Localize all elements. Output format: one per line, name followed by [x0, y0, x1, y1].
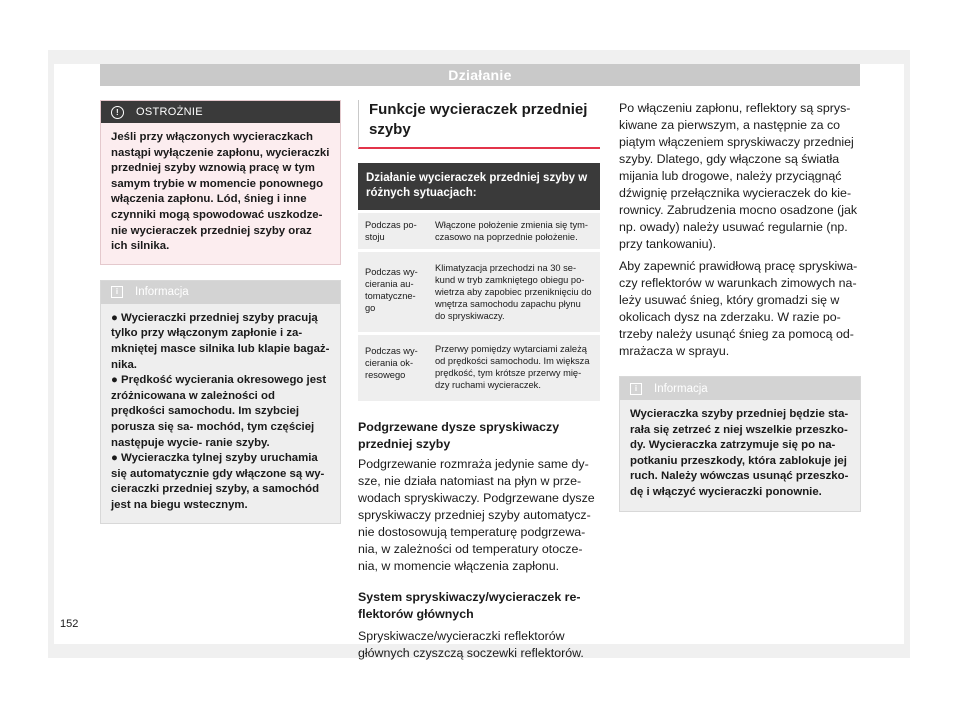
wiper-table	[358, 163, 600, 401]
info-header	[620, 377, 860, 400]
info-square-icon: i	[111, 286, 123, 298]
page-number: 152	[60, 618, 79, 630]
warning-text: Jeśli przy włączonych wycieraczkach nastąpi wyłączenie zapłonu, wycieraczki przedniej szyby wznowią pracę w tym samym trybie w momencie ponownego włączenia zapłonu. Lód, śnieg i inne czynniki mogą spowodować uszkodze- nie wycieraczek przedniej szyby oraz ich silnika.	[111, 131, 330, 253]
table-row	[358, 210, 600, 249]
info-box	[100, 280, 341, 525]
table-cell-description: Przerwy pomiędzy wytarciami zależą od prędkości samochodu. Im większa prędkość, tym krótsze przerwy mię- dzy ruchami wycieraczek.	[435, 344, 590, 390]
warning-label: OSTROŻNIE	[136, 106, 203, 118]
column-left	[100, 100, 341, 524]
winter-paragraph: Aby zapewnić prawidłową pracę spryskiwa- czy reflektorów w warunkach zimowych na- leży usuwać śnieg, który gromadzi się w okolicach dysz na zderzaku. W razie po- trzeby należy usunąć śnieg za pomocą od- mrażacza w sprayu.	[619, 259, 858, 358]
warning-header	[101, 101, 340, 123]
headlight-washer-text: Spryskiwacze/wycieraczki reflektorów głównych czyszczą soczewki reflektorów.	[358, 629, 584, 660]
info-bullet: ● Prędkość wycierania okresowego jest zróżnicowana w zależności od prędkości samochodu. Im szybciej porusza się sa- mochód, tym częściej następuje wycie- ranie szyby.	[111, 374, 327, 449]
info-bullet: ● Wycieraczki przedniej szyby pracują tylko przy włączonym zapłonie i za- mkniętej masce silnika lub klapie bagaż- nika.	[111, 311, 330, 371]
info-text	[101, 304, 340, 524]
table-cell-situation: Podczas po- stoju	[365, 220, 417, 242]
info-header	[101, 281, 340, 304]
info-box	[619, 376, 861, 512]
table-cell-situation: Podczas wy- cierania au- tomatyczne- go	[365, 267, 418, 313]
table-cell-description: Włączone położenie zmienia się tym- czasowo na poprzednie położenie.	[435, 220, 588, 242]
table-row	[358, 332, 600, 401]
headlight-washer-paragraph: Po włączeniu zapłonu, reflektory są sprys- kiwane za pierwszym, a następnie za co piątym włączeniem spryskiwaczy przedniej szyby. Dlatego, gdy włączone są światła mijania lub drogowe, należy przyciągnąć dźwignię przełącznika wycieraczek do kie- rownicy. Zabrudzenia mocno osadzone (jak np. owady) należy usuwać regularnie (np. przy tankowaniu).	[619, 101, 858, 251]
info-label: Informacja	[654, 382, 708, 395]
warning-circle-icon: !	[111, 106, 124, 119]
section-title: Funkcje wycieraczek przedniej szyby	[358, 100, 600, 149]
table-cell-situation: Podczas wy- cierania ok- resowego	[365, 346, 418, 380]
table-cell-description: Klimatyzacja przechodzi na 30 se- kund w tryb zamkniętego obiegu po- wietrza aby zapobiec przeniknięciu do wnętrza samochodu zapachu płynu do spryskiwaczy.	[435, 263, 592, 321]
table-header: Działanie wycieraczek przedniej szyby w różnych sytuacjach:	[358, 163, 600, 210]
page-header-title: Działanie	[100, 64, 860, 86]
info-square-icon: i	[630, 383, 642, 395]
heated-nozzles-section	[358, 419, 600, 575]
warning-box	[100, 100, 341, 265]
column-right	[619, 100, 861, 512]
headlight-washer-title: System spryskiwaczy/wycieraczek re- flektorów głównych	[358, 590, 581, 621]
heated-nozzles-title: Podgrzewane dysze spryskiwaczy przedniej szyby	[358, 420, 560, 451]
headlight-washer-section	[358, 589, 600, 662]
info-label: Informacja	[135, 286, 189, 299]
heated-nozzles-text: Podgrzewanie rozmraża jedynie same dy- sze, nie działa natomiast na płyn w prze- wodach spryskiwaczy. Podgrzewane dysze spryskiwaczy przedniej szyby automatycz- nie dostosowują temperaturę podgrzewa- nia, w zależności od temperatury otocze- nia, w momencie włączenia zapłonu.	[358, 457, 595, 573]
table-row	[358, 249, 600, 332]
column-middle	[358, 100, 600, 662]
info-bullet: ● Wycieraczka tylnej szyby uruchamia się automatycznie gdy włączone są wy- cieraczki przedniej szyby, a samochód jest na biegu wstecznym.	[111, 452, 325, 511]
info-text: Wycieraczka szyby przedniej będzie sta- rała się zetrzeć z niej wszelkie przeszko- dy. Wycieraczka zatrzymuje się po na- potkaniu przeszkody, która zablokuje jej ruch. Należy wówczas usunąć przeszko- dę i włączyć wycieraczki ponownie.	[630, 408, 849, 498]
